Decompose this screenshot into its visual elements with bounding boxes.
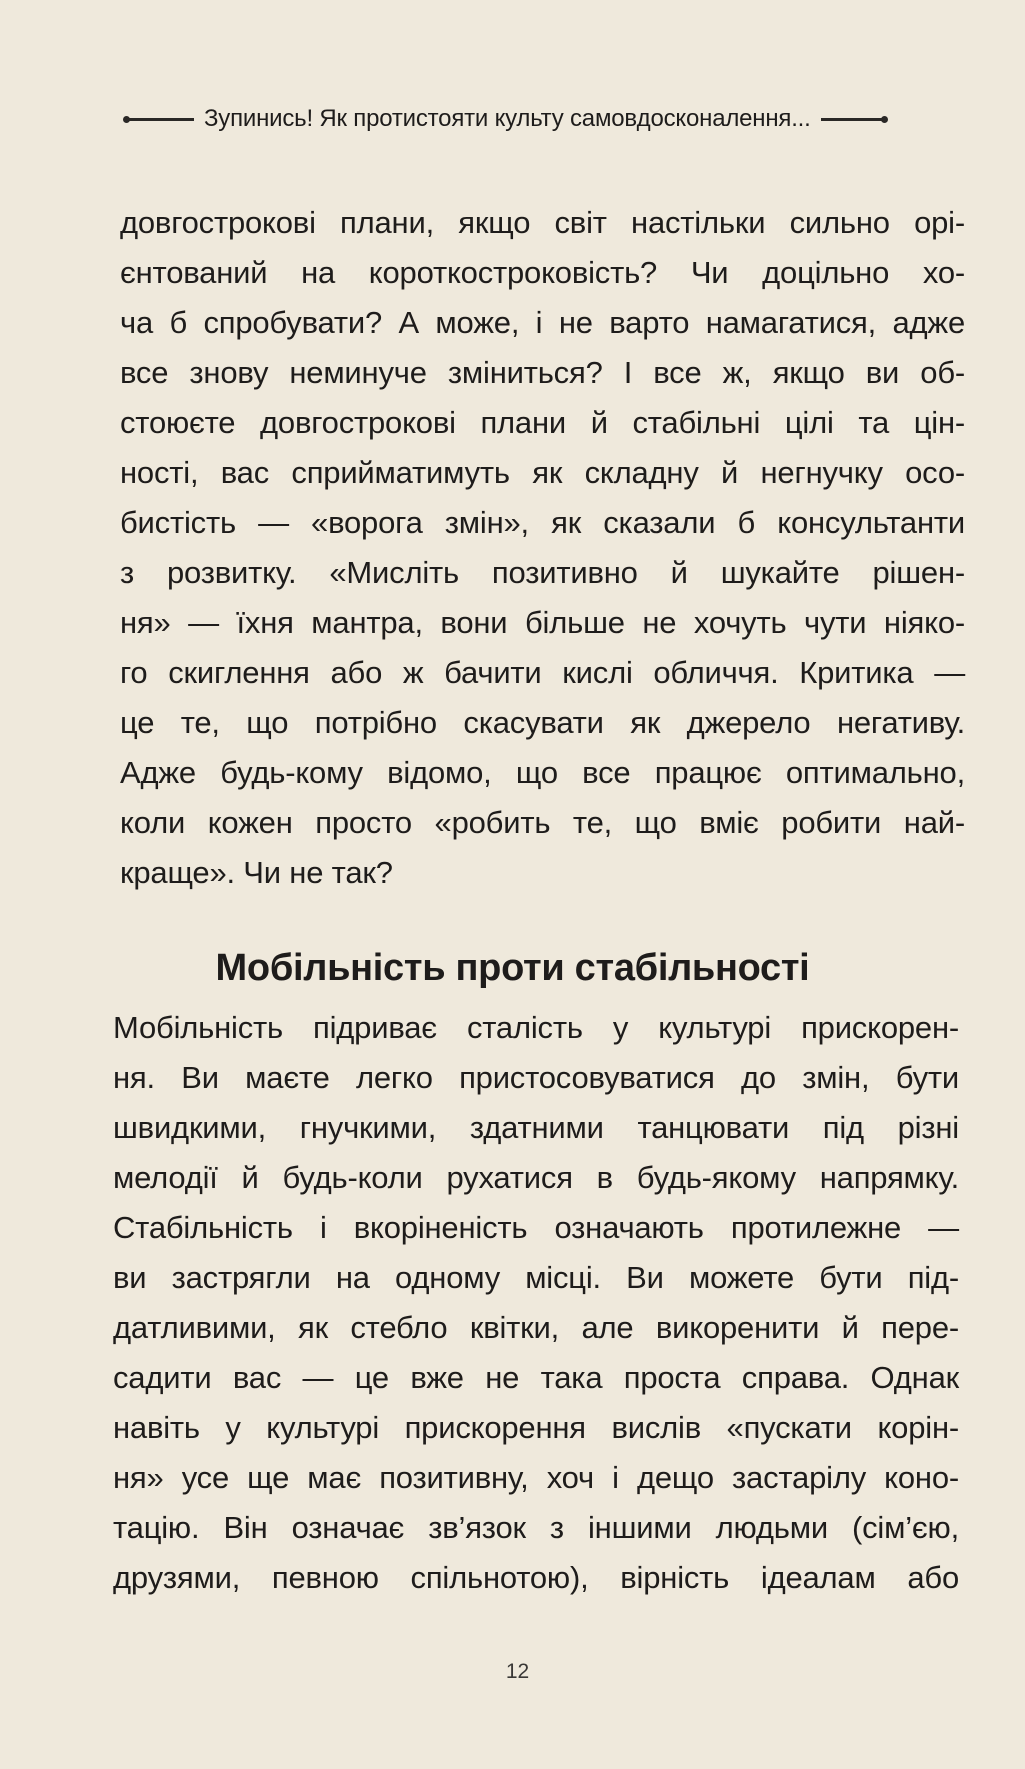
text-line: бистість — «ворога змін», як сказали б консультанти [120, 505, 965, 540]
running-head-title: Зупинись! Як протистояти культу самовдосконалення... [204, 105, 811, 132]
text-line: го скиглення або ж бачити кислі обличчя. Критика — [120, 655, 965, 690]
text-line: з розвитку. «Мисліть позитивно й шукайте рішен- [120, 555, 965, 590]
running-head-right-rule [821, 118, 885, 121]
text-line: ня» — їхня мантра, вони більше не хочуть чути ніяко- [120, 605, 965, 640]
text-line: єнтований на короткостроковість? Чи доцільно хо- [120, 255, 965, 290]
paragraph-1 [120, 198, 965, 898]
text-line: коли кожен просто «робить те, що вміє робити най- [120, 805, 965, 840]
text-line: краще». Чи не так? [120, 855, 393, 890]
text-line: тацію. Він означає зв’язок з іншими людьми (сім’єю, [113, 1510, 959, 1545]
text-line: навіть у культурі прискорення вислів «пускати корін- [113, 1410, 959, 1445]
text-line: все знову неминуче зміниться? І все ж, якщо ви об- [120, 355, 965, 390]
text-line: датливими, як стебло квітки, але викоренити й пере- [113, 1310, 959, 1345]
text-line: друзями, певною спільнотою), вірність ідеалам або [113, 1560, 959, 1595]
text-line: швидкими, гнучкими, здатними танцювати під різні [113, 1110, 959, 1145]
text-line: садити вас — це вже не така проста справа. Однак [113, 1360, 959, 1395]
section-heading: Мобільність проти стабільності [215, 947, 810, 989]
text-line: мелодії й будь-коли рухатися в будь-якому напрямку. [113, 1160, 959, 1195]
text-line: ня. Ви маєте легко пристосовуватися до змін, бути [113, 1060, 959, 1095]
text-line: стоюєте довгострокові плани й стабільні цілі та цін- [120, 405, 965, 440]
text-line: ня» усе ще має позитивну, хоч і дещо застарілу коно- [113, 1460, 959, 1495]
text-line: Адже будь-кому відомо, що все працює оптимально, [120, 755, 965, 790]
text-line: Стабільність і вкоріненість означають протилежне — [113, 1210, 959, 1245]
running-head-left-rule [126, 118, 194, 121]
text-line: ності, вас сприйматимуть як складну й негнучку осо- [120, 455, 965, 490]
text-line: ви застрягли на одному місці. Ви можете бути під- [113, 1260, 959, 1295]
running-head [126, 99, 968, 139]
paragraph-2 [113, 1003, 959, 1603]
text-line: це те, що потрібно скасувати як джерело негативу. [120, 705, 965, 740]
text-line: ча б спробувати? А може, і не варто намагатися, адже [120, 305, 965, 340]
page-number: 12 [505, 1660, 530, 1683]
text-line: довгострокові плани, якщо світ настільки сильно орі- [120, 205, 965, 240]
text-line: Мобільність підриває сталість у культурі прискорен- [113, 1010, 959, 1045]
